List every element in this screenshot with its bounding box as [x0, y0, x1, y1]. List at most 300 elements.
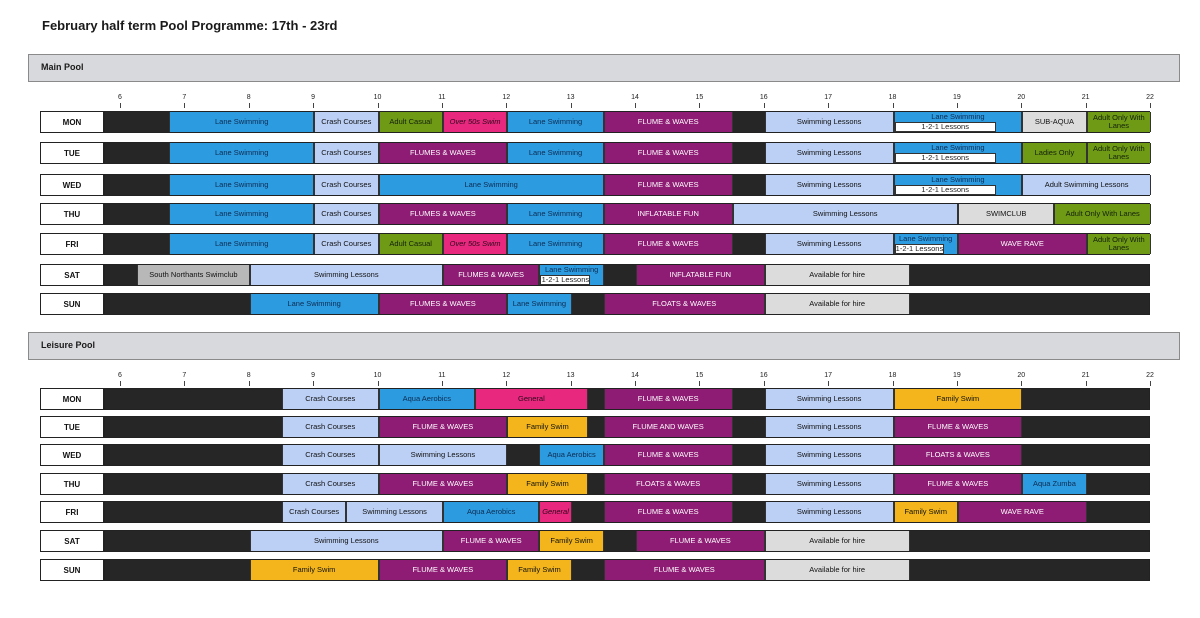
session-block[interactable]	[379, 294, 508, 314]
session-block[interactable]	[379, 175, 604, 195]
session-block[interactable]	[507, 560, 571, 580]
session-block[interactable]	[636, 531, 765, 551]
hour-tick	[893, 103, 894, 108]
session-block[interactable]	[1022, 474, 1086, 494]
day-label: THU	[40, 203, 104, 225]
hour-label: 7	[182, 372, 187, 379]
schedule-row	[104, 293, 1150, 315]
session-block[interactable]	[604, 143, 733, 163]
session-sublabel: 1-2-1 Lessons	[541, 275, 590, 285]
day-label: WED	[40, 444, 104, 466]
session-label: INFLATABLE FUN	[637, 209, 699, 219]
schedule-row	[104, 501, 1150, 523]
session-label: FLUME & WAVES	[637, 180, 699, 190]
session-label: FLUME & WAVES	[927, 479, 989, 489]
session-label: Lane Swimming	[215, 117, 269, 127]
hour-tick	[699, 381, 700, 386]
hour-label: 17	[824, 94, 833, 101]
schedule-row	[104, 233, 1150, 255]
session-label: Crash Courses	[321, 209, 372, 219]
session-block[interactable]	[314, 204, 378, 224]
session-block[interactable]	[250, 560, 379, 580]
session-label: Aqua Aerobics	[547, 450, 596, 460]
hour-label: 15	[695, 372, 704, 379]
hour-label: 12	[502, 94, 511, 101]
session-label: Crash Courses	[305, 422, 356, 432]
session-block[interactable]	[379, 204, 508, 224]
session-label: Swimming Lessons	[362, 507, 427, 517]
hour-tick	[957, 381, 958, 386]
hour-tick	[635, 381, 636, 386]
session-block[interactable]	[282, 417, 379, 437]
session-block[interactable]	[765, 389, 894, 409]
day-label: SAT	[40, 530, 104, 552]
session-label: Swimming Lessons	[796, 180, 862, 190]
session-label: FLUME AND WAVES	[632, 422, 704, 432]
session-block[interactable]	[250, 265, 443, 285]
hour-label: 18	[888, 94, 897, 101]
session-label: FLUME & WAVES	[637, 394, 699, 404]
session-label: Adult Only With Lanes	[1092, 113, 1145, 130]
session-label: WAVE RAVE	[1000, 239, 1044, 249]
hour-tick	[442, 381, 443, 386]
session-label: South Northants Swimclub	[149, 270, 238, 280]
session-block[interactable]	[475, 389, 588, 409]
session-block[interactable]	[765, 502, 894, 522]
session-label: Swimming Lessons	[796, 239, 862, 249]
session-label: SWIMCLUB	[985, 209, 1027, 219]
session-block[interactable]	[1087, 234, 1151, 254]
hour-label: 9	[311, 94, 316, 101]
session-block[interactable]	[250, 531, 443, 551]
day-label: TUE	[40, 416, 104, 438]
session-label: Family Swim	[292, 565, 336, 575]
session-block[interactable]	[958, 204, 1055, 224]
session-block[interactable]	[604, 389, 733, 409]
hour-tick	[120, 103, 121, 108]
hour-tick	[506, 103, 507, 108]
hour-label: 6	[118, 372, 122, 379]
hour-label: 13	[566, 94, 575, 101]
session-label: Over 50s Swim	[449, 239, 501, 249]
session-block[interactable]	[443, 531, 540, 551]
session-label: Crash Courses	[305, 394, 356, 404]
session-label: Swimming Lessons	[410, 450, 476, 460]
session-label: Crash Courses	[289, 507, 340, 517]
hour-label: 20	[1017, 372, 1026, 379]
day-label: SUN	[40, 559, 104, 581]
hour-label: 22	[1146, 94, 1154, 101]
session-label: FLUMES & WAVES	[409, 148, 476, 158]
session-label: Swimming Lessons	[314, 270, 379, 280]
session-label: FLUME & WAVES	[412, 479, 474, 489]
session-sublabel: 1-2-1 Lessons	[895, 122, 996, 132]
session-block[interactable]	[1054, 204, 1151, 224]
hour-label: 17	[824, 372, 833, 379]
session-block[interactable]	[894, 474, 1023, 494]
session-block[interactable]	[894, 502, 958, 522]
session-block[interactable]	[765, 175, 894, 195]
session-label: FLUME & WAVES	[412, 422, 474, 432]
session-block[interactable]	[894, 112, 1023, 132]
hour-label: 19	[952, 94, 961, 101]
session-block[interactable]	[604, 474, 733, 494]
session-label: Family Swim	[904, 507, 947, 517]
session-block[interactable]	[507, 294, 571, 314]
session-block[interactable]	[894, 234, 958, 254]
session-block[interactable]	[169, 234, 314, 254]
session-label: Swimming Lessons	[796, 422, 862, 432]
session-block[interactable]	[604, 502, 733, 522]
session-block[interactable]	[604, 560, 765, 580]
session-block[interactable]	[958, 502, 1087, 522]
session-label: Lane Swimming	[215, 148, 269, 158]
session-block[interactable]	[765, 294, 910, 314]
hour-label: 18	[888, 372, 897, 379]
session-block[interactable]	[507, 143, 604, 163]
session-block[interactable]	[894, 389, 1023, 409]
hour-tick	[828, 103, 829, 108]
session-block[interactable]	[765, 445, 894, 465]
session-label: Adult Casual	[389, 239, 432, 249]
section-header	[28, 332, 1180, 360]
session-block[interactable]	[604, 294, 765, 314]
session-label: INFLATABLE FUN	[669, 270, 732, 280]
session-block[interactable]	[379, 560, 508, 580]
session-label: Swimming Lessons	[314, 536, 379, 546]
hour-label: 10	[373, 94, 382, 101]
session-block[interactable]	[443, 265, 540, 285]
hour-label: 16	[759, 94, 768, 101]
session-label: FLUME & WAVES	[637, 117, 699, 127]
session-label: Crash Courses	[321, 117, 372, 127]
session-label: Lane Swimming	[215, 180, 269, 190]
day-label: TUE	[40, 142, 104, 164]
session-label: Lane Swimming	[528, 117, 583, 127]
hour-label: 11	[438, 94, 446, 101]
hour-label: 11	[438, 372, 446, 379]
session-label: Family Swim	[550, 536, 593, 546]
session-label: Swimming Lessons	[796, 148, 862, 158]
session-label: FLUMES & WAVES	[409, 209, 476, 219]
session-block[interactable]	[604, 204, 733, 224]
session-block[interactable]	[507, 112, 604, 132]
session-block[interactable]	[314, 175, 378, 195]
schedule-row	[104, 203, 1150, 225]
hour-label: 8	[246, 94, 251, 101]
session-block[interactable]	[507, 474, 587, 494]
session-block[interactable]	[282, 389, 379, 409]
session-label: FLUMES & WAVES	[409, 299, 476, 309]
session-label: Family Swim	[526, 422, 569, 432]
session-block[interactable]	[539, 265, 603, 285]
schedule-row	[104, 530, 1150, 552]
hour-tick	[764, 103, 765, 108]
session-block[interactable]	[894, 143, 1023, 163]
session-label: Available for hire	[809, 299, 866, 309]
session-block[interactable]	[379, 143, 508, 163]
session-block[interactable]	[379, 234, 443, 254]
session-label: FLOATS & WAVES	[652, 299, 717, 309]
hour-label: 6	[118, 94, 122, 101]
session-label: Aqua Zumba	[1032, 479, 1076, 489]
section-title: Leisure Pool	[41, 340, 96, 350]
session-label: FLUME & WAVES	[637, 239, 699, 249]
session-label: Available for hire	[809, 536, 866, 546]
session-label: Over 50s Swim	[449, 117, 501, 127]
hour-tick	[1150, 381, 1151, 386]
session-sublabel: 1-2-1 Lessons	[895, 185, 996, 195]
schedule-row	[104, 142, 1150, 164]
session-label: Ladies Only	[1034, 148, 1075, 158]
day-label: FRI	[40, 233, 104, 255]
day-label: THU	[40, 473, 104, 495]
session-block[interactable]	[314, 112, 378, 132]
session-label: Aqua Aerobics	[466, 507, 516, 517]
session-label: FLOATS & WAVES	[636, 479, 701, 489]
schedule-row	[104, 559, 1150, 581]
hour-label: 21	[1081, 372, 1090, 379]
session-label: Lane Swimming	[544, 265, 599, 275]
session-label: Lane Swimming	[464, 180, 518, 190]
hour-tick	[120, 381, 121, 386]
hour-tick	[893, 381, 894, 386]
session-block[interactable]	[604, 445, 733, 465]
hour-label: 15	[695, 94, 704, 101]
hour-tick	[764, 381, 765, 386]
session-label: General	[542, 507, 569, 517]
session-label: FLUME & WAVES	[653, 565, 715, 575]
session-block[interactable]	[765, 560, 910, 580]
session-block[interactable]	[636, 265, 765, 285]
session-block[interactable]	[894, 445, 1023, 465]
session-label: Swimming Lessons	[796, 479, 862, 489]
hour-tick	[249, 381, 250, 386]
schedule-row	[104, 388, 1150, 410]
session-label: Aqua Aerobics	[402, 394, 451, 404]
session-block[interactable]	[137, 265, 250, 285]
schedule-row	[104, 174, 1150, 196]
session-block[interactable]	[604, 175, 733, 195]
session-block[interactable]	[443, 502, 540, 522]
session-label: Family Swim	[518, 565, 561, 575]
session-block[interactable]	[250, 294, 379, 314]
hour-tick	[571, 381, 572, 386]
session-block[interactable]	[765, 474, 894, 494]
session-block[interactable]	[604, 234, 733, 254]
hour-label: 19	[952, 372, 961, 379]
session-label: Adult Swimming Lessons	[1044, 180, 1129, 190]
session-label: Available for hire	[809, 270, 866, 280]
session-block[interactable]	[765, 234, 894, 254]
schedule-row	[104, 111, 1150, 133]
session-label: FLUME & WAVES	[412, 565, 474, 575]
session-label: Crash Courses	[321, 148, 372, 158]
session-block[interactable]	[1087, 112, 1151, 132]
hour-tick	[313, 381, 314, 386]
session-block[interactable]	[379, 389, 476, 409]
session-block[interactable]	[507, 234, 604, 254]
schedule-row	[104, 264, 1150, 286]
session-label: Swimming Lessons	[796, 507, 862, 517]
hour-label: 13	[566, 372, 575, 379]
hour-tick	[506, 381, 507, 386]
session-block[interactable]	[733, 204, 958, 224]
session-label: FLUME & WAVES	[637, 148, 699, 158]
session-block[interactable]	[539, 531, 603, 551]
day-label: SAT	[40, 264, 104, 286]
hour-label: 7	[182, 94, 187, 101]
session-block[interactable]	[314, 234, 378, 254]
hour-label: 16	[759, 372, 768, 379]
session-label: Adult Only With Lanes	[1065, 209, 1140, 219]
session-block[interactable]	[169, 175, 314, 195]
session-label: Crash Courses	[321, 239, 372, 249]
session-label: Lane Swimming	[931, 112, 985, 122]
session-label: Swimming Lessons	[812, 209, 878, 219]
session-label: Lane Swimming	[899, 234, 953, 244]
session-block[interactable]	[894, 417, 1023, 437]
session-sublabel: 1-2-1 Lessons	[895, 153, 996, 163]
session-label: Crash Courses	[321, 180, 372, 190]
page-title: February half term Pool Programme: 17th - 23rd	[42, 18, 338, 33]
hour-tick	[1150, 103, 1151, 108]
day-label: MON	[40, 111, 104, 133]
session-label: Lane Swimming	[528, 148, 583, 158]
session-label: Swimming Lessons	[796, 394, 862, 404]
session-label: FLUME & WAVES	[460, 536, 522, 546]
hour-label: 14	[631, 372, 639, 379]
session-block[interactable]	[346, 502, 443, 522]
session-label: FLUMES & WAVES	[458, 270, 525, 280]
hour-tick	[378, 103, 379, 108]
session-block[interactable]	[765, 417, 894, 437]
hour-tick	[378, 381, 379, 386]
session-label: SUB-AQUA	[1034, 117, 1075, 127]
hour-tick	[249, 103, 250, 108]
session-label: WAVE RAVE	[1000, 507, 1044, 517]
session-label: FLUME & WAVES	[637, 450, 699, 460]
session-label: Lane Swimming	[512, 299, 567, 309]
hour-tick	[957, 103, 958, 108]
session-block[interactable]	[1022, 112, 1086, 132]
hour-label: 10	[373, 372, 382, 379]
day-label: MON	[40, 388, 104, 410]
day-label: WED	[40, 174, 104, 196]
section-title: Main Pool	[41, 62, 84, 72]
session-block[interactable]	[765, 265, 910, 285]
session-block[interactable]	[539, 445, 603, 465]
session-label: Swimming Lessons	[796, 117, 862, 127]
hour-label: 12	[502, 372, 511, 379]
session-block[interactable]	[169, 143, 314, 163]
session-block[interactable]	[765, 112, 894, 132]
session-block[interactable]	[958, 234, 1087, 254]
session-label: FLUME & WAVES	[669, 536, 731, 546]
hour-tick	[699, 103, 700, 108]
session-block[interactable]	[379, 445, 508, 465]
session-block[interactable]	[604, 112, 733, 132]
hour-label: 9	[311, 372, 316, 379]
session-block[interactable]	[507, 417, 587, 437]
session-block[interactable]	[1087, 143, 1151, 163]
session-label: Adult Only With Lanes	[1092, 235, 1145, 252]
hour-label: 22	[1146, 372, 1154, 379]
session-block[interactable]	[379, 112, 443, 132]
session-label: Lane Swimming	[528, 209, 583, 219]
session-sublabel: 1-2-1 Lessons	[895, 244, 944, 254]
session-block[interactable]	[765, 143, 894, 163]
session-block[interactable]	[379, 474, 508, 494]
session-block[interactable]	[169, 112, 314, 132]
hour-tick	[1021, 103, 1022, 108]
session-label: Family Swim	[936, 394, 980, 404]
schedule-row	[104, 473, 1150, 495]
session-block[interactable]	[443, 234, 507, 254]
session-label: Lane Swimming	[215, 209, 269, 219]
hour-tick	[571, 103, 572, 108]
hour-tick	[313, 103, 314, 108]
session-label: Crash Courses	[305, 479, 356, 489]
session-label: FLOATS & WAVES	[925, 450, 990, 460]
session-block[interactable]	[1022, 143, 1086, 163]
hour-label: 14	[631, 94, 639, 101]
session-label: FLUME & WAVES	[927, 422, 989, 432]
hour-tick	[635, 103, 636, 108]
session-block[interactable]	[282, 502, 346, 522]
hour-tick	[1086, 381, 1087, 386]
session-label: Lane Swimming	[287, 299, 341, 309]
hour-label: 20	[1017, 94, 1026, 101]
session-label: Adult Casual	[389, 117, 432, 127]
session-block[interactable]	[282, 445, 379, 465]
hour-tick	[184, 103, 185, 108]
session-block[interactable]	[894, 175, 1023, 195]
hour-tick	[1086, 103, 1087, 108]
hour-tick	[828, 381, 829, 386]
session-label: Lane Swimming	[931, 175, 985, 185]
session-block[interactable]	[604, 417, 733, 437]
session-block[interactable]	[443, 112, 507, 132]
session-block[interactable]	[379, 417, 508, 437]
session-label: Adult Only With Lanes	[1092, 144, 1145, 161]
hour-label: 21	[1081, 94, 1090, 101]
schedule-row	[104, 444, 1150, 466]
session-label: Family Swim	[526, 479, 569, 489]
session-block[interactable]	[282, 474, 379, 494]
session-block[interactable]	[507, 204, 604, 224]
session-block[interactable]	[1022, 175, 1151, 195]
hour-label: 8	[246, 372, 251, 379]
schedule-row	[104, 416, 1150, 438]
day-label: FRI	[40, 501, 104, 523]
section-header	[28, 54, 1180, 82]
session-block[interactable]	[314, 143, 378, 163]
session-label: Lane Swimming	[931, 143, 985, 153]
hour-tick	[1021, 381, 1022, 386]
session-label: Lane Swimming	[528, 239, 583, 249]
session-block[interactable]	[539, 502, 571, 522]
session-label: Lane Swimming	[215, 239, 269, 249]
session-label: FLUME & WAVES	[637, 507, 699, 517]
hour-tick	[184, 381, 185, 386]
session-label: General	[518, 394, 545, 404]
day-label: SUN	[40, 293, 104, 315]
session-label: Available for hire	[809, 565, 866, 575]
hour-tick	[442, 103, 443, 108]
session-block[interactable]	[765, 531, 910, 551]
session-block[interactable]	[169, 204, 314, 224]
